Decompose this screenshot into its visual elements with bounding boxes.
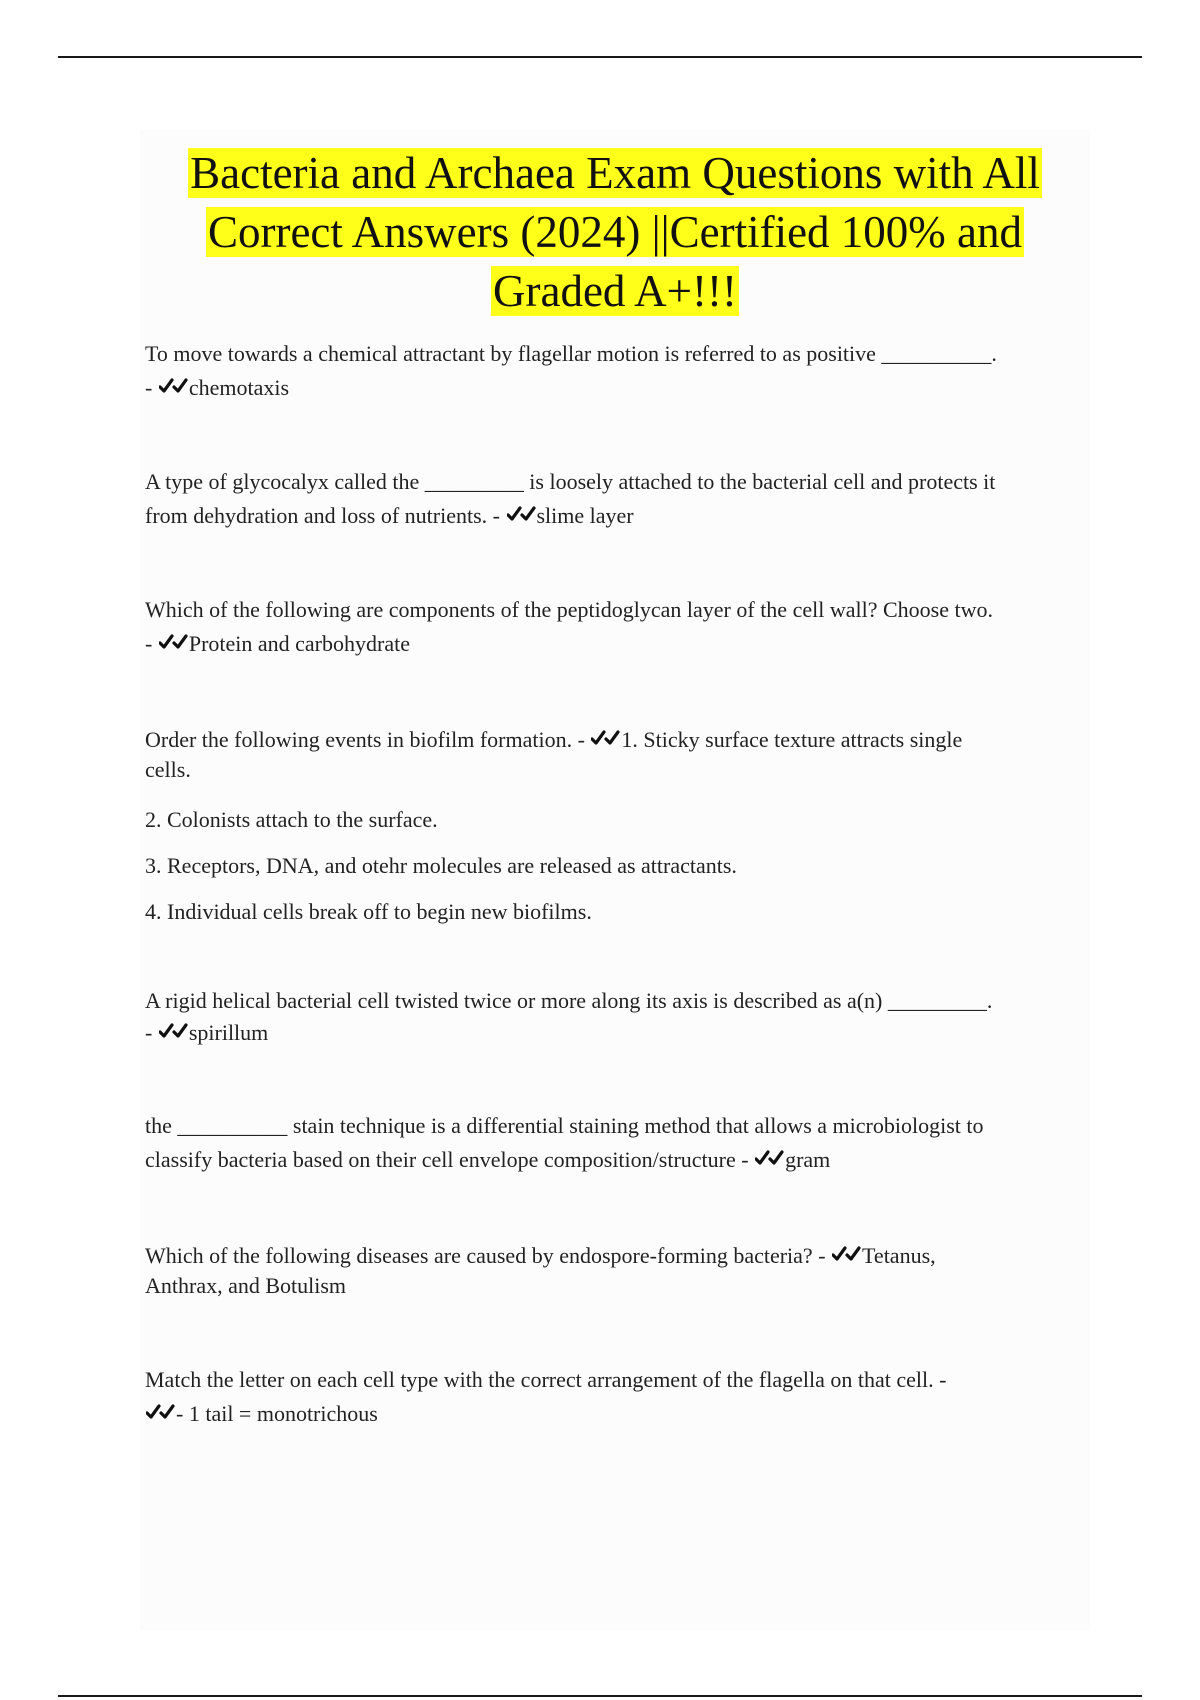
title-line: Graded A+!!! bbox=[492, 266, 738, 316]
answer-step: 4. Individual cells break off to begin new biofilms. bbox=[145, 899, 592, 924]
document-title bbox=[140, 144, 1090, 321]
question-text: A type of glycocalyx called the _________ is loosely attached to the bacterial cell and protects it bbox=[145, 469, 996, 494]
question-text: the __________ stain technique is a differential staining method that allows a microbiologist to bbox=[145, 1113, 984, 1138]
qa-item bbox=[145, 465, 1090, 533]
bottom-rule bbox=[58, 1695, 1142, 1697]
answer-dash: - bbox=[145, 1020, 153, 1045]
double-check-icon bbox=[159, 632, 188, 654]
double-check-icon bbox=[146, 1402, 175, 1424]
qa-item bbox=[145, 985, 1090, 1049]
answer-dash: - bbox=[145, 375, 153, 400]
qa-item bbox=[145, 1241, 1090, 1301]
question-text: Match the letter on each cell type with the correct arrangement of the flagella on that cell. - bbox=[145, 1367, 947, 1392]
double-check-icon bbox=[755, 1148, 784, 1170]
answer-text: Protein and carbohydrate bbox=[188, 631, 410, 656]
qa-list bbox=[145, 337, 1090, 1431]
title-line: Bacteria and Archaea Exam Questions with All bbox=[190, 148, 1040, 198]
double-check-icon bbox=[591, 728, 620, 750]
question-text: Order the following events in biofilm formation. - bbox=[145, 727, 585, 752]
double-check-icon bbox=[159, 1021, 188, 1043]
question-text: Which of the following are components of the peptidoglycan layer of the cell wall? Choose two. bbox=[145, 597, 993, 622]
answer-text: cells. bbox=[145, 757, 191, 782]
answer-text: 1. Sticky surface texture attracts single bbox=[621, 727, 963, 752]
answer-text: - 1 tail = monotrichous bbox=[176, 1401, 378, 1426]
question-text: Which of the following diseases are caused by endospore-forming bacteria? - bbox=[145, 1243, 826, 1268]
top-rule bbox=[58, 56, 1142, 58]
answer-text: chemotaxis bbox=[188, 375, 290, 400]
double-check-icon bbox=[507, 504, 536, 526]
answer-step: 3. Receptors, DNA, and otehr molecules are released as attractants. bbox=[145, 853, 737, 878]
answer-text: Tetanus, bbox=[862, 1243, 936, 1268]
answer-text: Anthrax, and Botulism bbox=[145, 1273, 347, 1298]
title-line: Correct Answers (2024) ||Certified 100% and bbox=[207, 207, 1023, 257]
document-page bbox=[140, 130, 1090, 1630]
answer-text: slime layer bbox=[536, 503, 634, 528]
qa-item bbox=[145, 337, 1090, 405]
question-text: To move towards a chemical attractant by flagellar motion is referred to as positive __________. bbox=[145, 341, 997, 366]
answer-dash: - bbox=[145, 631, 153, 656]
qa-item bbox=[145, 593, 1090, 661]
question-text: A rigid helical bacterial cell twisted twice or more along its axis is described as a(n) _________. bbox=[145, 988, 993, 1013]
qa-item bbox=[145, 1109, 1090, 1177]
answer-text: gram bbox=[785, 1147, 831, 1172]
double-check-icon bbox=[832, 1244, 861, 1266]
qa-item bbox=[145, 1363, 1090, 1431]
qa-item bbox=[145, 725, 1090, 785]
answer-text: spirillum bbox=[188, 1020, 269, 1045]
question-text: classify bacteria based on their cell envelope composition/structure - bbox=[145, 1147, 749, 1172]
double-check-icon bbox=[159, 376, 188, 398]
question-text: from dehydration and loss of nutrients. - bbox=[145, 503, 500, 528]
answer-step: 2. Colonists attach to the surface. bbox=[145, 807, 438, 832]
